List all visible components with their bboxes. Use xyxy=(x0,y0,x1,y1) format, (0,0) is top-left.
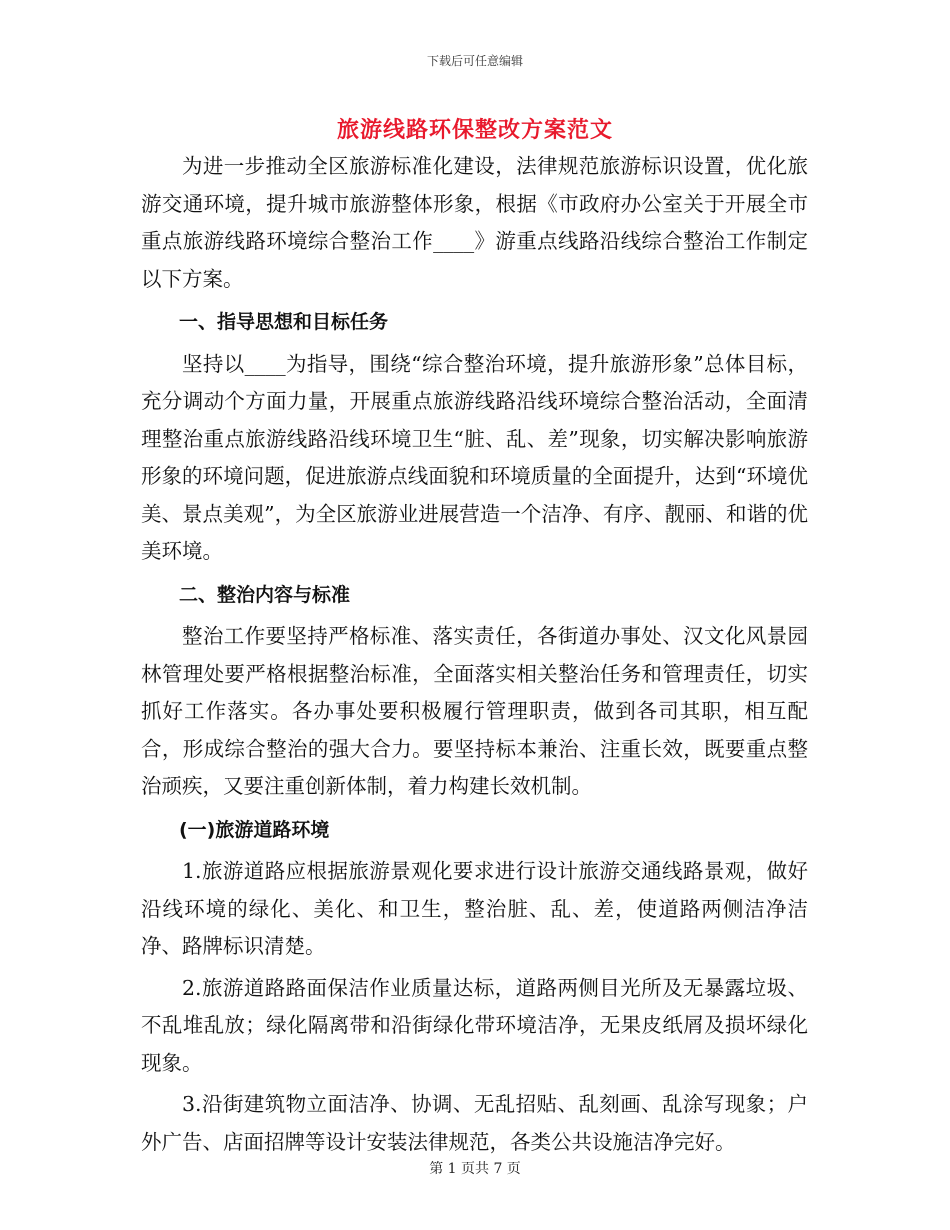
document-body xyxy=(141,148,808,1161)
section-paragraph-2: 整治工作要坚持严格标准、落实责任，各街道办事处、汉文化风景园林管理处要严格根据整治标准，全面落实相关整治任务和管理责任，切实抓好工作落实。各办事处要积极履行管理职责，做到各司其职，相互配合，形成综合整治的强大合力。要坚持标本兼治、注重长效，既要重点整治顽疾，又要注重创新体制，着力构建长效机制。 xyxy=(141,624,808,798)
intro-paragraph: 为进一步推动全区旅游标准化建设，法律规范旅游标识设置，优化旅游交通环境，提升城市旅游整体形象，根据《市政府办公室关于开展全市重点旅游线路环境综合整治工作____》游重点线路沿线综合整治工作制定以下方案。 xyxy=(141,154,808,291)
list-item: 2.旅游道路路面保洁作业质量达标，道路两侧目光所及无暴露垃圾、不乱堆乱放；绿化隔离带和沿街绿化带环境洁净，无果皮纸屑及损坏绿化现象。 xyxy=(141,975,808,1075)
list-item: 3.沿街建筑物立面洁净、协调、无乱招贴、乱刻画、乱涂写现象；户外广告、店面招牌等设计安装法律规范，各类公共设施洁净完好。 xyxy=(141,1092,808,1154)
subsection-heading-1: (一)旅游道路环境 xyxy=(179,818,330,841)
section-heading-2: 二、整治内容与标准 xyxy=(179,583,351,606)
list-item: 1.旅游道路应根据旅游景观化要求进行设计旅游交通线路景观，做好沿线环境的绿化、美化、和卫生，整治脏、乱、差，使道路两侧洁净洁净、路牌标识清楚。 xyxy=(141,859,808,958)
header-note: 下载后可任意编辑 xyxy=(426,54,523,68)
section-heading-1: 一、指导思想和目标任务 xyxy=(179,311,389,333)
document-title: 旅游线路环保整改方案范文 xyxy=(336,117,613,143)
page-footer: 第 1 页共 7 页 xyxy=(429,1161,521,1177)
section-paragraph-1: 坚持以____为指导，围绕“综合整治环境，提升旅游形象”总体目标，充分调动个方面力量，开展重点旅游线路沿线环境综合整治活动，全面清理整治重点旅游线路沿线环境卫生“脏、乱、差”现象，切实解决影响旅游形象的环境问题，促进旅游点线面貌和环境质量的全面提升，达到“环境优美、景点美观”，为全区旅游业进展营造一个洁净、有序、靓丽、和谐的优美环境。 xyxy=(141,351,808,563)
